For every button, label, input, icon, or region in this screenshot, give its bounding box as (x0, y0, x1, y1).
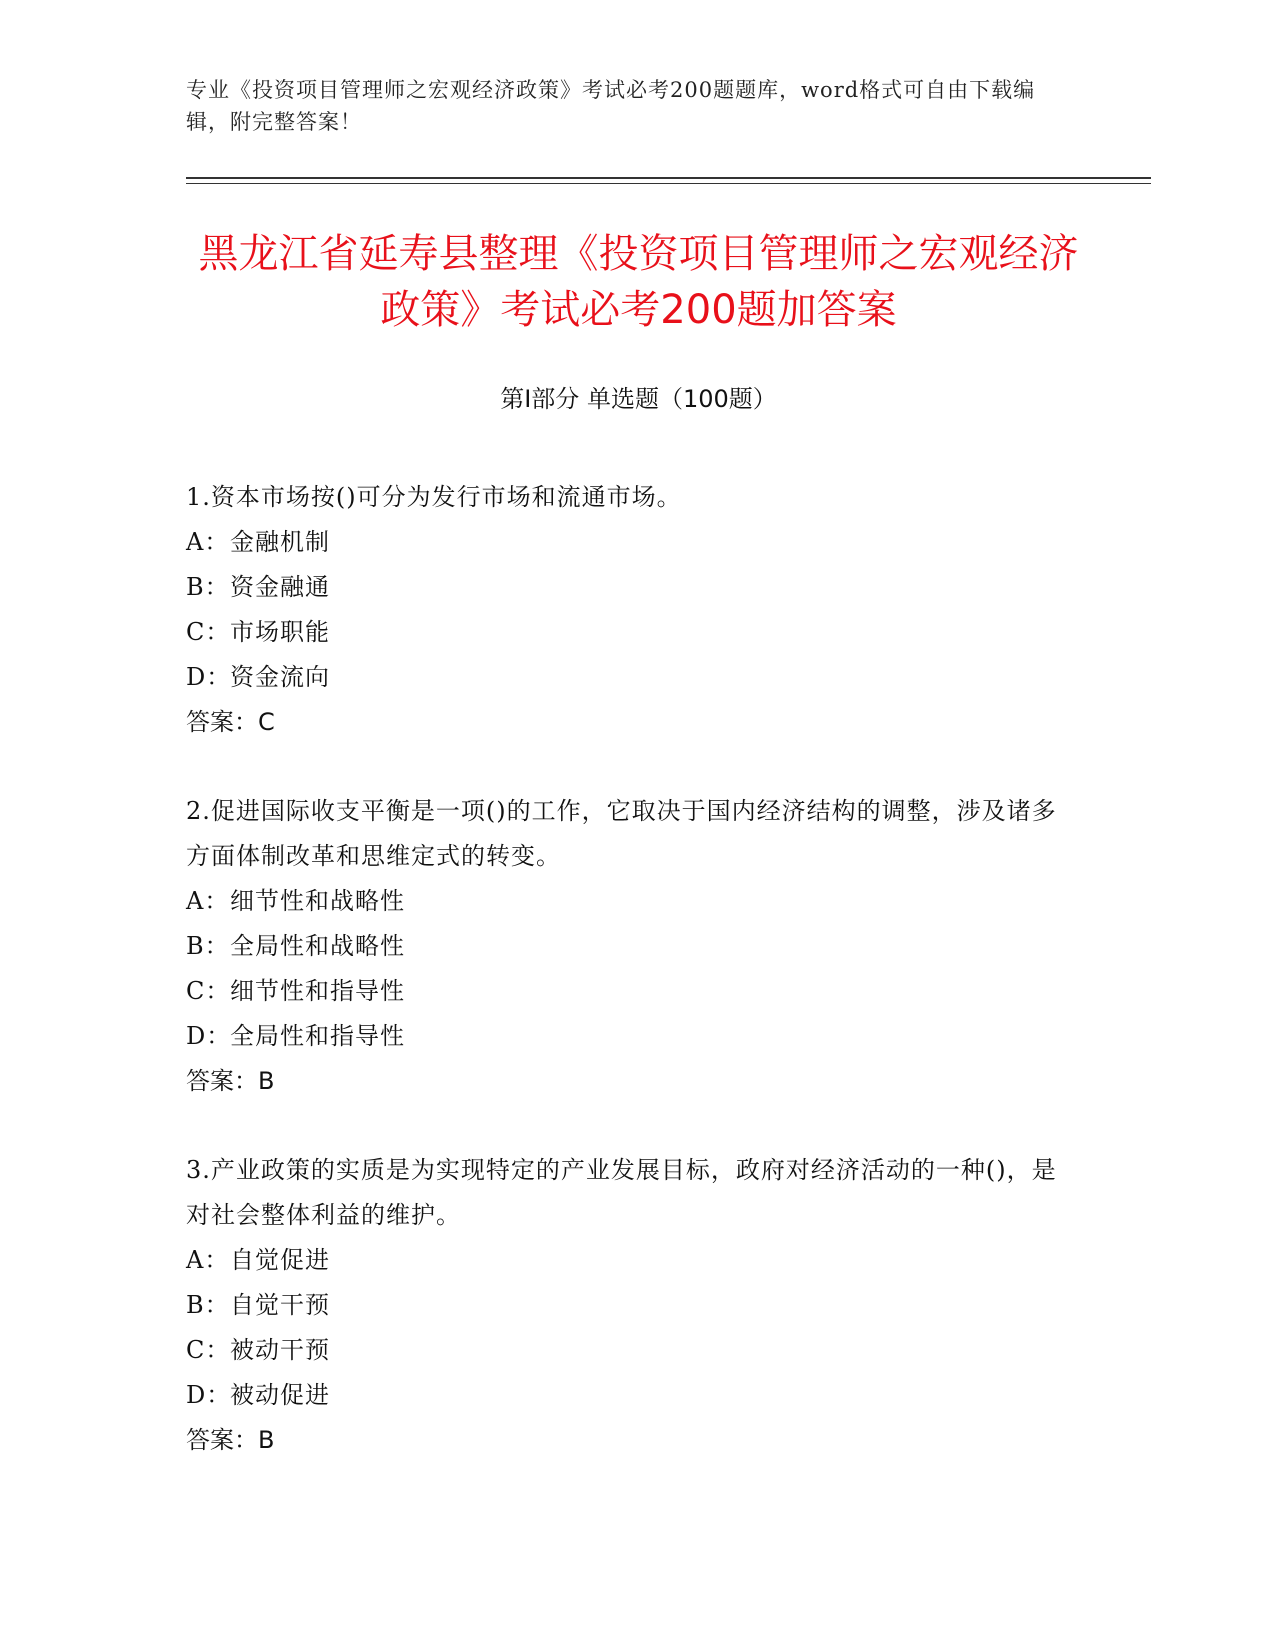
option-d (186, 655, 1066, 700)
option-a (186, 520, 1066, 565)
question-answer: 答案：B (186, 1067, 275, 1095)
option-text: 金融机制 (230, 528, 330, 556)
option-key: C： (186, 977, 231, 1005)
option-c (186, 969, 1066, 1014)
option-key: A： (186, 528, 230, 556)
option-key: B： (186, 573, 230, 601)
option-c (186, 610, 1066, 655)
option-a (186, 1238, 1066, 1283)
option-key: D： (186, 663, 232, 691)
question-stem: 2.促进国际收支平衡是一项()的工作，它取决于国内经济结构的调整，涉及诸多方面体制改革和思维定式的转变。 (186, 797, 1057, 870)
option-b (186, 565, 1066, 610)
option-key: B： (186, 1291, 230, 1319)
question-stem: 1.资本市场按()可分为发行市场和流通市场。 (186, 483, 682, 511)
option-c (186, 1328, 1066, 1373)
option-text: 自觉促进 (230, 1246, 330, 1274)
question-stem: 3.产业政策的实质是为实现特定的产业发展目标，政府对经济活动的一种()，是对社会整体利益的维护。 (186, 1156, 1057, 1229)
section-title: 第Ⅰ部分 单选题（100题） (500, 385, 777, 413)
option-key: B： (186, 932, 230, 960)
question-list (186, 475, 1066, 1507)
option-b (186, 924, 1066, 969)
option-key: D： (186, 1022, 232, 1050)
question-answer: 答案：C (186, 708, 275, 736)
option-key: D： (186, 1381, 232, 1409)
header-divider-thick (186, 177, 1151, 179)
question-item (186, 789, 1066, 1104)
option-key: C： (186, 1336, 231, 1364)
option-key: A： (186, 887, 230, 915)
document-title: 黑龙江省延寿县整理《投资项目管理师之宏观经济政策》考试必考200题加答案 (198, 231, 1079, 333)
question-item (186, 1148, 1066, 1463)
option-d (186, 1373, 1066, 1418)
option-text: 细节性和指导性 (230, 977, 405, 1005)
header-divider-thin (186, 183, 1151, 184)
option-text: 被动促进 (230, 1381, 330, 1409)
option-key: A： (186, 1246, 230, 1274)
header-note: 专业《投资项目管理师之宏观经济政策》考试必考200题题库，word格式可自由下载编辑，附完整答案！ (186, 78, 1036, 134)
option-key: C： (186, 618, 231, 646)
question-answer: 答案：B (186, 1426, 275, 1454)
option-text: 自觉干预 (230, 1291, 330, 1319)
option-a (186, 879, 1066, 924)
option-d (186, 1014, 1066, 1059)
option-text: 细节性和战略性 (230, 887, 405, 915)
option-text: 全局性和指导性 (230, 1022, 405, 1050)
option-text: 全局性和战略性 (230, 932, 405, 960)
option-text: 资金流向 (230, 663, 330, 691)
option-b (186, 1283, 1066, 1328)
option-text: 被动干预 (230, 1336, 330, 1364)
question-item (186, 475, 1066, 745)
option-text: 资金融通 (230, 573, 330, 601)
option-text: 市场职能 (230, 618, 330, 646)
